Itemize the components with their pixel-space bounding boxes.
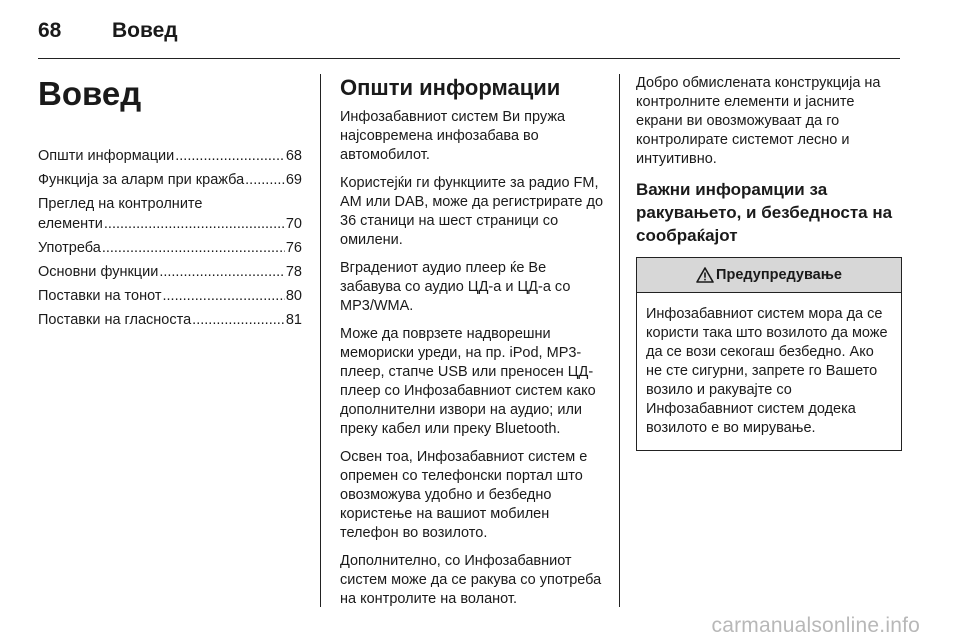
toc-item-page: 80 <box>285 288 302 304</box>
toc-item-label: елементи <box>38 216 103 232</box>
toc-item-label: Поставки на тонот <box>38 288 162 304</box>
toc-leader <box>104 214 285 234</box>
toc-item[interactable] <box>38 194 302 234</box>
watermark: carmanualsonline.info <box>711 614 920 637</box>
toc-item[interactable] <box>38 286 302 306</box>
paragraph: Вградениот аудио плеер ќе Ве забавува со аудио ЦД-а и ЦД-а со MP3/WMA. <box>340 260 571 314</box>
toc-leader <box>245 170 285 190</box>
warning-box <box>636 257 902 451</box>
paragraph: Користејќи ги функциите за радио FM, AM или DAB, може да регистрирате до 36 станици на шест страници со омилени. <box>340 175 604 248</box>
header-divider <box>38 58 900 59</box>
toc-item-page: 68 <box>285 148 302 164</box>
warning-text: Инфозабавниот систем мора да се користи така што возилото да може да се вози секогаш безбедно. Ако не сте сигурни, запрете го Вашето возило и ракувајте со Инфозабавниот систем додека возилото е во мирување. <box>646 306 888 436</box>
toc-column <box>38 74 302 334</box>
toc-leader <box>159 262 285 282</box>
page-header <box>38 14 178 48</box>
toc-leader <box>102 238 285 258</box>
page-number: 68 <box>38 19 62 42</box>
toc-leader <box>192 310 285 330</box>
paragraph: Добро обмислената конструкција на контролните елементи и јасните екрани ви овозможуваат да го контролирате системот лесно и интуитивно. <box>636 75 881 167</box>
column-divider <box>619 74 620 607</box>
toc-item-page: 78 <box>285 264 302 280</box>
toc-item[interactable] <box>38 262 302 282</box>
paragraph: Може да поврзете надворешни мемориски уреди, на пр. iPod, MP3-плеер, стапче USB или преносен ЦД-плеер со Инфозабавниот систем како дополнителни извори на аудио; или преку кабел или преку Bluetooth. <box>340 326 596 437</box>
toc-item-page: 81 <box>285 312 302 328</box>
section-column <box>340 74 604 618</box>
paragraph: Освен тоа, Инфозабавниот систем е опремен со телефонски портал што овозможува удобно и безбедно користење на вашиот мобилен телефон во возилото. <box>340 449 588 541</box>
toc-item-label: Функција за аларм при кражба <box>38 172 245 188</box>
toc-item-label: Употреба <box>38 240 101 256</box>
paragraph: Инфозабавниот систем Ви пружа најсовремена инфозабава во автомобилот. <box>340 109 566 163</box>
warning-header <box>637 258 901 293</box>
toc-item-label-line1: Преглед на контролните <box>38 196 203 212</box>
toc-item[interactable] <box>38 146 302 166</box>
warning-label: Предупредување <box>716 267 842 283</box>
warning-triangle-icon <box>696 267 714 283</box>
paragraph: Дополнително, со Инфозабавниот систем може да се ракува со употреба на контролите на воланот. <box>340 553 602 607</box>
column-divider <box>320 74 321 607</box>
section-title: Општи информации <box>340 75 561 100</box>
toc-item[interactable] <box>38 310 302 330</box>
right-column <box>636 74 902 451</box>
toc-leader <box>163 286 285 306</box>
toc-item-label: Основни функции <box>38 264 159 280</box>
toc-item-page: 76 <box>285 240 302 256</box>
toc-leader <box>175 146 285 166</box>
toc-item[interactable] <box>38 238 302 258</box>
toc-item[interactable] <box>38 170 302 190</box>
running-title: Вовед <box>112 19 178 42</box>
chapter-title: Вовед <box>38 75 142 112</box>
toc-item-label: Поставки на гласноста <box>38 312 192 328</box>
toc-item-page: 69 <box>285 172 302 188</box>
toc-item-label: Општи информации <box>38 148 175 164</box>
toc-item-page: 70 <box>285 216 302 232</box>
subsection-title: Важни инфорамции за ракувањето, и безбедноста на сообраќајот <box>636 180 893 245</box>
